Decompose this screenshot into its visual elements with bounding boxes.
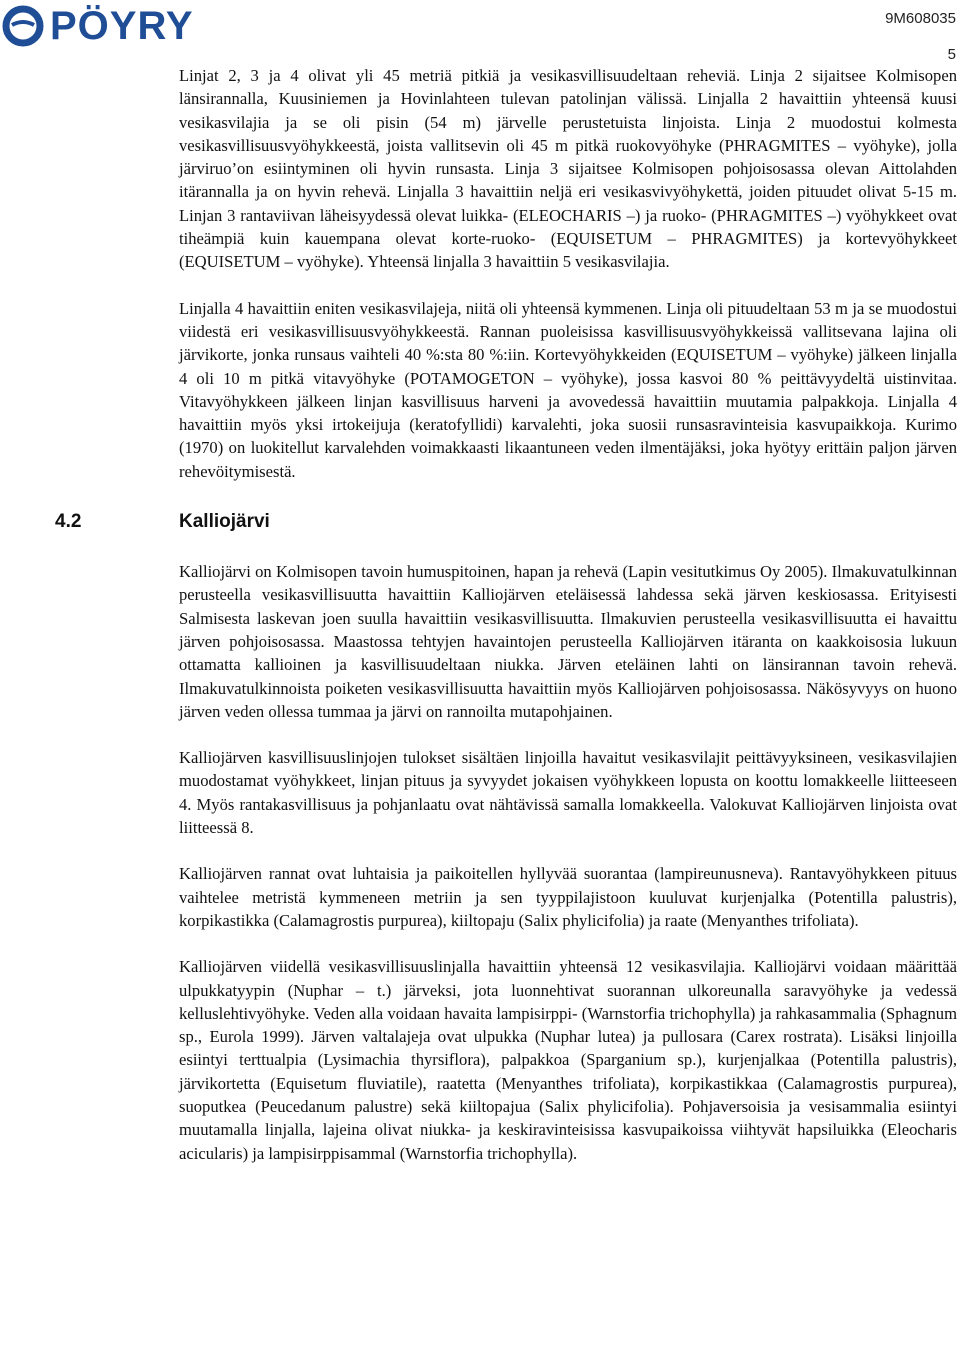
section-title: Kalliojärvi: [179, 511, 270, 533]
document-id: 9M608035: [885, 10, 956, 27]
poyry-logo-icon: [2, 5, 44, 47]
document-body: [55, 64, 957, 1165]
poyry-logo: [2, 5, 194, 47]
paragraph-shores: Kalliojärven rannat ovat luhtaisia ja paikoitellen hyllyvää suorantaa (lampireunusneva). Rantavyöhykkeen pituus vaihtelee metristä kymmeneen metriin ja sen tyyppilajistoon kuuluvat kurjenjalka (Potentilla palustris), korpikastikka (Calamagrostis purpurea), kiiltopaju (Salix phylicifolia) ja raate (Menyanthes trifoliata).: [179, 864, 957, 930]
page-number: 5: [947, 46, 956, 63]
section-heading: [55, 507, 957, 537]
logo-wordmark: PÖYRY: [50, 4, 194, 48]
paragraph-lines-2-3: Linjat 2, 3 ja 4 olivat yli 45 metriä pitkiä ja vesikasvillisuudeltaan reheviä. Linja 2 sijaitsee Kolmisopen länsirannalla, Kuusiniemen ja Hovinlahteen tulevan patolinjan välissä. Linjalla 2 havaittiin yhteensä kuusi vesikasvilajia ja se oli pisin (54 m) järvelle perustetuista linjoista. Linja 2 muodostui kolmesta vesikasvillisuusvyöhykkeestä, joista vallitsevin oli 45 m pitkä ruokovyöhyke (PHRAGMITES – vyöhyke), jolla järviruo’on esiintyminen oli hyvin runsasta. Linja 3 sijaitsee Kolmisopen pohjoisosassa olevan Aittolahden itärannalla ja on hyvin rehevä. Linjalla 3 havaittiin neljä eri vesikasvivyöhykettä, joiden pituudet olivat 5-15 m. Linjan 3 rantaviivan läheisyydessä olevat luikka- (ELEOCHARIS –) ja ruoko- (PHRAGMITES –) vyöhykkeet ovat tiheämpiä kuin kauempana olevat korte-ruoko- (EQUISETUM – PHRAGMITES) ja kortevyöhykkeet (EQUISETUM – vyöhyke). Yhteensä linjalla 3 havaittiin 5 vesikasvilajia.: [179, 66, 957, 272]
page-header: [0, 0, 960, 63]
paragraph-line-4: Linjalla 4 havaittiin eniten vesikasvilajeja, niitä oli yhteensä kymmenen. Linja oli pituudeltaan 53 m ja se muodostui viidestä eri vesikasvillisuusvyöhykkeestä. Rannan puoleisissa kasvillisuusvyöhykkeissä vallitsevana lajina oli järvikorte, jonka runsaus vaihteli 40 %:sta 80 %:iin. Kortevyöhykkeiden (EQUISETUM – vyöhyke) jälkeen linjalla 4 oli 10 m pitkä vitavyöhyke (POTAMOGETON – vyöhyke), jossa kasvoi 80 % peittävyydeltä uistinvitaa. Vitavyöhykkeen jälkeen linjan kasvillisuus harveni ja avovedessä havaittiin muutamia palpakkoja. Linjalla 4 havaittiin myös yksi irtokeijuja (keratofyllidi) karvalehti, joka suosii runsasravinteisia kasvupaikkoja. Kurimo (1970) on luokitellut karvalehden voimakkaasti likaantuneen veden ilmentäjäksi, joka hyötyy erittäin paljon järven rehevöitymisestä.: [179, 298, 957, 481]
paragraph-species: Kalliojärven viidellä vesikasvillisuuslinjalla havaittiin yhteensä 12 vesikasvilajia. Kalliojärvi voidaan määrittää ulpukkatyypin (Nuphar – t.) järveksi, jota luonnehtivat suorannan ulkoreunalla saravyöhyke ja vedessä kelluslehtivyöhyke. Veden alla voidaan havaita lampisirppi- (Warnstorfia trichophylla) ja rahkasammalia (Sphagnum sp., Eurola 1999). Järven valtalajeja ovat ulpukka (Nuphar lutea) ja pullosara (Carex rostrata). Lisäksi linjoilla esiintyi terttualpia (Lysimachia thyrsiflora), palpakkoa (Sparganium sp.), kurjenjalkaa (Potentilla palustris), järvikortetta (Equisetum fluviatile), raatetta (Menyanthes trifoliata), korpikastikkaa (Calamagrostis purpurea), suoputkea (Peucedanum palustre) sekä kiiltopajua (Salix phylicifolia). Pohjaversoisia ja vesisammalia esiintyi muutamalla linjalla, lajeina olivat niukka- ja keskiravinteisissa kasvupaikoissa viihtyvät hapsiluikka (Eleocharis acicularis) ja lampisirppisammal (Warnstorfia trichophylla).: [179, 957, 957, 1163]
paragraph-line-results: Kalliojärven kasvillisuuslinjojen tulokset sisältäen linjoilla havaitut vesikasvilajit peittävyyksineen, vesikasvilajien muodostamat vyöhykkeet, linjan pituus ja syvyydet jokaisen vyöhykkeen lopusta on koottu lomakkeelle liitteeseen 4. Myös rantakasvillisuus ja pohjanlaatu ovat nähtävissä samalla lomakkeella. Valokuvat Kalliojärven linjoista ovat liitteessä 8.: [179, 748, 957, 838]
section-number: 4.2: [55, 511, 82, 533]
paragraph-kalliojarvi-intro: Kalliojärvi on Kolmisopen tavoin humuspitoinen, hapan ja rehevä (Lapin vesitutkimus Oy 2005). Ilmakuvatulkinnan perusteella vesikasvillisuutta havaittiin Kalliojärven eteläisessä lahdessa sekä järven keskiosassa. Erityisesti Salmisesta laskevan joen suulla havaittiin vesikasvillisuutta. Ilmakuvien perusteella vesikasvillisuutta ei havaittu järven pohjoisosassa. Maastossa tehtyjen havaintojen perusteella Kalliojärven itäranta on kaakkoisosia lukuun ottamatta kallioinen ja kasvillisuudeltaan niukka. Järven eteläinen lahti on länsirannan tavoin rehevä. Ilmakuvatulkinnoista poiketen vesikasvillisuutta havaittiin myös Kalliojärven pohjoisosassa. Näkösyvyys on huono järven veden ollessa tummaa ja järvi on rannoilta mutapohjainen.: [179, 562, 957, 721]
